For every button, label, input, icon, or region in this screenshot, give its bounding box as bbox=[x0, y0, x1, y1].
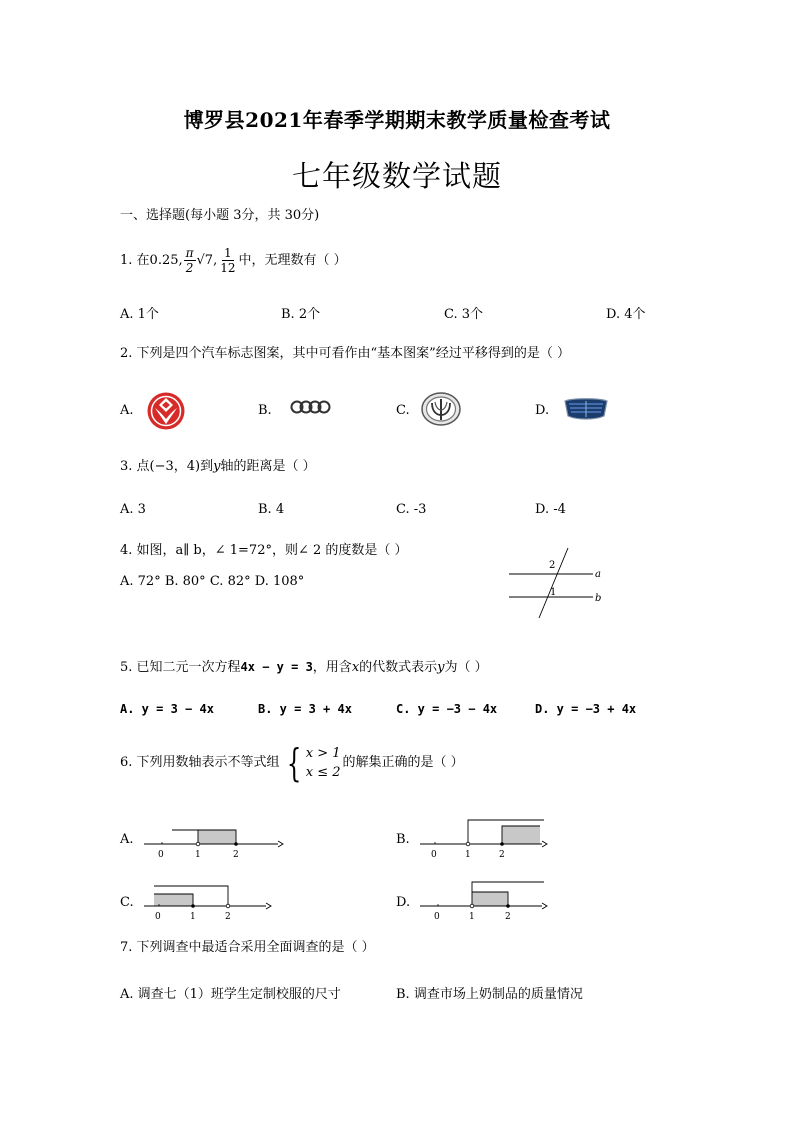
dongfeng-logo-icon bbox=[146, 391, 186, 431]
brilliance-logo-icon bbox=[420, 391, 462, 427]
tick-1: 1 bbox=[469, 912, 475, 922]
section-heading: 一、选择题(每小题 3分，共 30分) bbox=[120, 208, 320, 223]
tick-0: 0 bbox=[434, 912, 440, 922]
q6-label-b: B. bbox=[396, 832, 410, 847]
q5-stem-c: 的代数式表示 bbox=[359, 660, 438, 675]
question-5-stem bbox=[120, 658, 488, 677]
q3-option-b: B. 4 bbox=[258, 502, 285, 517]
question-1-stem bbox=[120, 246, 347, 275]
q2-label-a: A. bbox=[120, 403, 134, 418]
inequality-2: x ≤ 2 bbox=[305, 765, 341, 780]
q1-sqrt: √7, bbox=[196, 252, 218, 268]
q7-option-a: A. 调查七（1）班学生定制校服的尺寸 bbox=[120, 987, 341, 1002]
q1-option-b: B. 2个 bbox=[281, 307, 321, 322]
q5-equation: 4x − y = 3 bbox=[240, 660, 313, 674]
inequality-lines bbox=[306, 744, 341, 782]
number-line-b bbox=[416, 816, 551, 862]
pi-numerator: π bbox=[185, 246, 194, 260]
q5-option-d: D. y = −3 + 4x bbox=[535, 702, 637, 716]
q1-option-d: D. 4个 bbox=[606, 307, 646, 322]
line-a-label: a bbox=[595, 569, 601, 580]
tick-2: 2 bbox=[233, 850, 239, 860]
number-line-a bbox=[140, 816, 285, 862]
q5-variable-x: x bbox=[351, 660, 360, 675]
audi-rings-icon bbox=[290, 399, 332, 415]
tick-2: 2 bbox=[505, 912, 511, 922]
number-line-c bbox=[140, 878, 275, 924]
tick-1: 1 bbox=[190, 912, 196, 922]
question-2-stem: 2. 下列是四个汽车标志图案，其中可看作由“基本图案”经过平移得到的是（ ） bbox=[120, 346, 570, 361]
q3-option-a: A. 3 bbox=[120, 502, 146, 517]
exam-title: 博罗县2021年春季学期期末教学质量检查考试 bbox=[183, 108, 611, 132]
question-3-stem bbox=[120, 458, 316, 476]
q1-suffix: 中，无理数有（ ） bbox=[238, 252, 347, 268]
tick-2: 2 bbox=[225, 912, 231, 922]
question-6-stem bbox=[120, 741, 464, 785]
tick-2: 2 bbox=[499, 850, 505, 860]
brace-icon: { bbox=[286, 741, 301, 785]
tick-0: 0 bbox=[431, 850, 437, 860]
q7-option-b: B. 调查市场上奶制品的质量情况 bbox=[396, 987, 583, 1002]
q1-prefix: 1. 在 bbox=[120, 252, 150, 268]
line-b-label: b bbox=[595, 593, 602, 604]
q3-option-c: C. -3 bbox=[396, 502, 427, 517]
tick-0: 0 bbox=[155, 912, 161, 922]
angle-2-label: 2 bbox=[549, 560, 556, 571]
q5-option-a: A. y = 3 − 4x bbox=[120, 702, 214, 716]
q5-option-c: C. y = −3 − 4x bbox=[396, 702, 498, 716]
tick-1: 1 bbox=[195, 850, 201, 860]
tick-1: 1 bbox=[465, 850, 471, 860]
q6-label-d: D. bbox=[396, 895, 411, 910]
parallel-lines-figure bbox=[505, 543, 610, 621]
q5-stem-d: 为（ ） bbox=[444, 660, 488, 675]
question-7-stem: 7. 下列调查中最适合采用全面调查的是（ ） bbox=[120, 940, 375, 955]
q6-stem-a: 6. 下列用数轴表示不等式组 bbox=[120, 755, 280, 770]
geely-logo-icon bbox=[563, 397, 609, 421]
question-4-stem: 4. 如图，a∥ b，∠ 1=72°，则∠ 2 的度数是（ ） bbox=[120, 543, 408, 558]
q1-fraction-pi bbox=[184, 246, 196, 275]
q3-option-d: D. -4 bbox=[535, 502, 566, 517]
q4-options: A. 72° B. 80° C. 82° D. 108° bbox=[120, 574, 305, 589]
number-line-d bbox=[416, 878, 551, 924]
q3-stem-b: 轴的距离是（ ） bbox=[220, 459, 316, 474]
q1-option-c: C. 3个 bbox=[444, 307, 484, 322]
q5-variable-y: y bbox=[437, 660, 445, 675]
inequality-system bbox=[282, 741, 341, 785]
q2-label-b: B. bbox=[258, 403, 272, 418]
q6-label-c: C. bbox=[120, 895, 134, 910]
q3-variable-y: y bbox=[213, 459, 221, 474]
q2-label-d: D. bbox=[535, 403, 550, 418]
inequality-1: x > 1 bbox=[305, 746, 341, 761]
fraction-denominator: 12 bbox=[220, 261, 236, 275]
q5-option-b: B. y = 3 + 4x bbox=[258, 702, 352, 716]
q3-stem-a: 3. 点(−3，4)到 bbox=[120, 459, 214, 474]
q5-stem-b: ，用含 bbox=[312, 660, 352, 675]
q5-stem-a: 5. 已知二元一次方程 bbox=[120, 660, 241, 675]
q2-label-c: C. bbox=[396, 403, 410, 418]
angle-1-label: 1 bbox=[550, 587, 557, 598]
q6-label-a: A. bbox=[120, 832, 134, 847]
paper-subtitle: 七年级数学试题 bbox=[291, 159, 502, 193]
fraction-numerator: 1 bbox=[224, 246, 232, 260]
q6-stem-b: 的解集正确的是（ ） bbox=[342, 755, 464, 770]
q1-number-a: 0.25, bbox=[149, 252, 183, 268]
tick-0: 0 bbox=[158, 850, 164, 860]
q1-option-a: A. 1个 bbox=[120, 307, 159, 322]
pi-denominator: 2 bbox=[185, 261, 194, 275]
q1-fraction-twelfth bbox=[218, 246, 237, 275]
